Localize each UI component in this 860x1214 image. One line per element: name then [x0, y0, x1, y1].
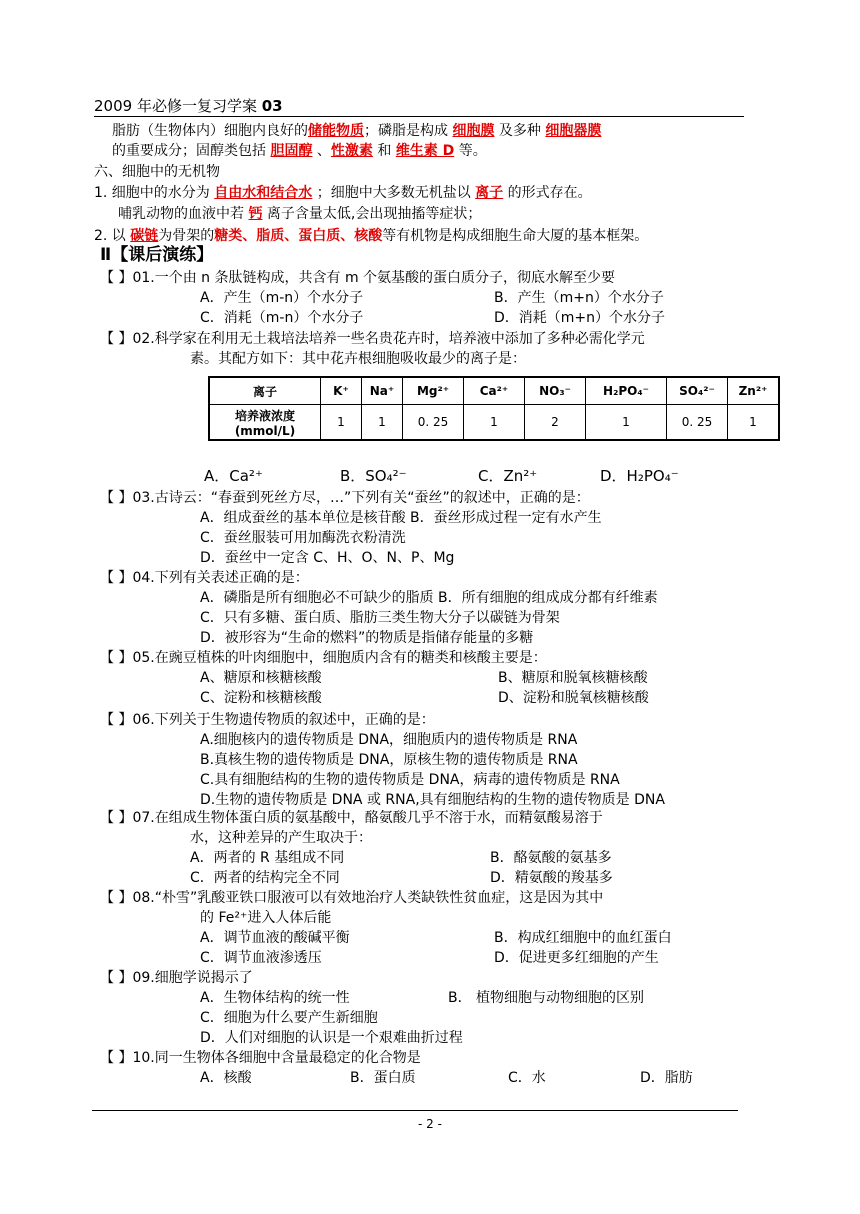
table-header: Ca²⁺ [464, 377, 525, 405]
q01-option-a: A．产生（m-n）个水分子 [200, 290, 364, 306]
q09-option-d: D．人们对细胞的认识是一个艰难曲折过程 [200, 1030, 463, 1046]
q02-option-d: D．H₂PO₄⁻ [600, 467, 679, 485]
table-header: 离子 [209, 377, 321, 405]
q07-option-c: C．两者的结构完全不同 [190, 870, 340, 886]
table-cell: 2 [525, 405, 586, 441]
q06-option-d: D.生物的遗传物质是 DNA 或 RNA,具有细胞结构的生物的遗传物质是 DNA [200, 792, 665, 808]
q09-option-a: A．生物体结构的统一性 [200, 990, 350, 1006]
table-cell: 1 [586, 405, 667, 441]
question-06: 【 】06.下列关于生物遗传物质的叙述中，正确的是： [100, 712, 435, 728]
table-header: SO₄²⁻ [667, 377, 728, 405]
line-water: 1. 细胞中的水分为 自由水和结合水 ；细胞中大多数无机盐以 离子 的形式存在。 [94, 185, 592, 201]
page-header: 2009 年必修一复习学案 03 [94, 97, 283, 115]
table-header: Na⁺ [362, 377, 403, 405]
q07-option-a: A．两者的 R 基组成不同 [190, 850, 345, 866]
table-cell: 1 [728, 405, 780, 441]
table-header: H₂PO₄⁻ [586, 377, 667, 405]
table-header: Mg²⁺ [403, 377, 464, 405]
q08-option-c: C．调节血液渗透压 [200, 950, 322, 966]
q10-option-b: B．蛋白质 [350, 1070, 416, 1086]
table-cell: 0. 25 [667, 405, 728, 441]
q03-option-c: C．蚕丝服装可用加酶洗衣粉清洗 [200, 530, 406, 546]
q06-option-c: C.具有细胞结构的生物的遗传物质是 DNA，病毒的遗传物质是 RNA [200, 772, 620, 788]
line-lipid: 脂肪（生物体内）细胞内良好的储能物质；磷脂是构成 细胞膜 及多种 细胞器膜 [112, 123, 602, 139]
table-header: NO₃⁻ [525, 377, 586, 405]
q07-option-b: B．酪氨酸的氨基多 [490, 850, 612, 866]
question-02: 【 】02.科学家在利用无土栽培法培养一些名贵花卉时，培养液中添加了多种必需化学元 [100, 331, 645, 347]
q03-option-d: D．蚕丝中一定含 C、H、O、N、P、Mg [200, 550, 455, 566]
question-08: 【 】08.“朴雪”乳酸亚铁口服液可以有效地治疗人类缺铁性贫血症，这是因为其中 [100, 890, 604, 906]
table-row-label: 培养液浓度(mmol/L) [209, 405, 321, 441]
q10-option-c: C．水 [508, 1070, 546, 1086]
q10-option-a: A．核酸 [200, 1070, 252, 1086]
q05-option-b: B、糖原和脱氧核糖核酸 [498, 670, 648, 686]
table-cell: 0. 25 [403, 405, 464, 441]
q02-option-b: B．SO₄²⁻ [340, 467, 407, 485]
q04-option-c: C．只有多糖、蛋白质、脂肪三类生物大分子以碳链为骨架 [200, 610, 560, 626]
q05-option-a: A、糖原和核糖核酸 [200, 670, 322, 686]
question-05: 【 】05.在豌豆植株的叶肉细胞中，细胞质内含有的糖类和核酸主要是： [100, 650, 547, 666]
q06-option-b: B.真核生物的遗传物质是 DNA，原核生物的遗传物质是 RNA [200, 752, 578, 768]
q08-option-d: D．促进更多红细胞的产生 [494, 950, 659, 966]
q02-option-c: C．Zn²⁺ [478, 467, 538, 485]
ion-table [208, 376, 780, 441]
question-04: 【 】04.下列有关表述正确的是： [100, 570, 309, 586]
question-07: 【 】07.在组成生物体蛋白质的氨基酸中，酪氨酸几乎不溶于水，而精氨酸易溶于 [100, 810, 603, 826]
header-rule [94, 116, 744, 117]
q05-option-c: C、淀粉和核糖核酸 [200, 690, 322, 706]
footer-rule [92, 1110, 738, 1111]
q09-option-c: C．细胞为什么要产生新细胞 [200, 1010, 378, 1026]
q06-option-a: A.细胞核内的遗传物质是 DNA，细胞质内的遗传物质是 RNA [200, 732, 578, 748]
q02-option-a: A．Ca²⁺ [204, 467, 263, 485]
q04-option-ab: A．磷脂是所有细胞必不可缺少的脂质 B．所有细胞的组成成分都有纤维素 [200, 590, 658, 606]
q09-option-b: B． 植物细胞与动物细胞的区别 [448, 990, 645, 1006]
q07-option-d: D．精氨酸的羧基多 [490, 870, 613, 886]
page-number: - 2 - [418, 1117, 442, 1131]
q05-option-d: D、淀粉和脱氧核糖核酸 [498, 690, 649, 706]
q03-option-ab: A．组成蚕丝的基本单位是核苷酸 B．蚕丝形成过程一定有水产生 [200, 510, 602, 526]
table-cell: 1 [464, 405, 525, 441]
line-sterol: 的重要成分；固醇类包括 胆固醇 、性激素 和 维生素 D 等。 [112, 143, 487, 159]
line-carbon: 2. 以 碳链为骨架的糖类、脂质、蛋白质、核酸等有机物是构成细胞生命大厦的基本框架。 [94, 228, 649, 244]
subheading-inorganic: 六、细胞中的无机物 [94, 164, 220, 180]
question-03: 【 】03.古诗云：“春蚕到死丝方尽，…”下列有关“蚕丝”的叙述中，正确的是： [100, 490, 590, 506]
table-header: Zn²⁺ [728, 377, 780, 405]
q01-option-c: C．消耗（m-n）个水分子 [200, 310, 364, 326]
question-07-cont: 水，这种差异的产生取决于： [190, 830, 372, 846]
line-calcium: 哺乳动物的血液中若 钙 离子含量太低,会出现抽搐等症状； [118, 206, 482, 222]
question-09: 【 】09.细胞学说揭示了 [100, 970, 253, 986]
question-08-cont: 的 Fe²⁺进入人体后能 [200, 910, 332, 926]
question-02-cont: 素。其配方如下：其中花卉根细胞吸收最少的离子是： [190, 351, 526, 367]
question-01: 【 】01.一个由 n 条肽链构成，共含有 m 个氨基酸的蛋白质分子，彻底水解至少要 [100, 270, 616, 286]
q08-option-b: B．构成红细胞中的血红蛋白 [494, 930, 672, 946]
table-cell: 1 [362, 405, 403, 441]
q08-option-a: A．调节血液的酸碱平衡 [200, 930, 350, 946]
q04-option-d: D．被形容为“生命的燃料”的物质是指储存能量的多糖 [200, 630, 534, 646]
question-10: 【 】10.同一生物体各细胞中含量最稳定的化合物是 [100, 1050, 421, 1066]
q10-option-d: D．脂肪 [640, 1070, 693, 1086]
q01-option-d: D．消耗（m+n）个水分子 [494, 310, 666, 326]
table-header: K⁺ [321, 377, 362, 405]
q01-option-b: B．产生（m+n）个水分子 [494, 290, 664, 306]
table-cell: 1 [321, 405, 362, 441]
section-title: Ⅱ【课后演练】 [100, 245, 214, 265]
